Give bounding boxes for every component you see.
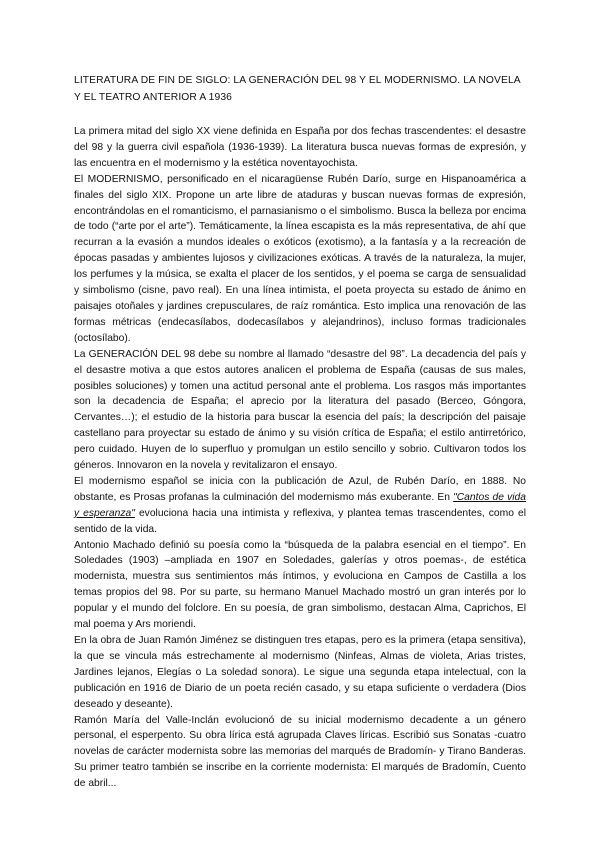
cantos-de-vida-link[interactable]: "Cantos de vida y esperanza"	[74, 491, 526, 519]
document-title: LITERATURA DE FIN DE SIGLO: LA GENERACIÓN DEL 98 Y EL MODERNISMO. LA NOVELA Y EL TEATRO ANTERIOR A 1936	[74, 75, 521, 103]
paragraph-juan-ramon-jimenez: En la obra de Juan Ramón Jiménez se distinguen tres etapas, pero es la primera (etapa sensitiva), la que se vincula más estrechamente al modernismo (Ninfeas, Almas de violeta, Arias tristes, Jardines lejanos, Elegías o La soledad sonora). Le sigue una segunda etapa intelectual, con la publicación en 1916 de Diario de un poeta recién casado, y su etapa suficiente o verdadera (Dios deseado y deseante).	[74, 635, 526, 710]
document-body	[74, 72, 526, 792]
paragraph-intro: La primera mitad del siglo XX viene definida en España por dos fechas trascendentes: el desastre del 98 y la guerra civil española (1936-1939). La literatura busca nuevas formas de expresión, y las encuentra en el modernismo y la estética noventayochista.	[74, 126, 526, 169]
paragraph-generacion-98: La GENERACIÓN DEL 98 debe su nombre al llamado “desastre del 98”. La decadencia del país y el desastre motiva a que estos autores analicen el problema de España (causas de sus males, posibles soluciones) y tomen una actitud personal ante el problema. Los rasgos más importantes son la decadencia de España; el aprecio por la literatura del pasado (Berceo, Góngora, Cervantes…); el estudio de la historia para buscar la esencia del país; la descripción del paisaje castellano para proyectar su estado de ánimo y su visión crítica de España; el estilo antirretórico, pero cuidado. Huyen de lo superfluo y promulgan un estilo sencillo y sobrio. Cultivaron todos los géneros. Innovaron en la novela y revitalizaron el ensayo.	[74, 348, 526, 472]
paragraph-text-end: evoluciona hacia una intimista y reflexiva, y plantea temas trascendentes, como el sentido de la vida.	[74, 507, 526, 535]
paragraph-antonio-machado: Antonio Machado definió su poesía como la “búsqueda de la palabra esencial en el tiempo”. En Soledades (1903) –ampliada en 1907 en Soledades, galerías y otros poemas-, de estética modernista, muestra sus sentimientos más íntimos, y evoluciona en Campos de Castilla a los temas propios del 98. Por su parte, su hermano Manuel Machado mostró un gran interés por lo popular y el mundo del folclore. En su poesía, de gran simbolismo, destacan Alma, Caprichos, El mal poema y Ars moriendi.	[74, 539, 526, 631]
paragraph-valle-inclan: Ramón María del Valle-Inclán evolucionó de su inicial modernismo decadente a un género personal, el esperpento. Su obra lírica está agrupada Claves líricas. Escribió sus Sonatas -cuatro novelas de carácter modernista sobre las memorias del marqués de Bradomín- y Tirano Banderas. Su primer teatro también se inscribe en la corriente modernista: El marqués de Bradomín, Cuento de abril...	[74, 714, 526, 790]
paragraph-text-start: El modernismo español se inicia con la publicación de Azul, de Rubén Darío, en 1888. No obstante, es Prosas profanas la culminación del modernismo más exuberante. En	[74, 475, 526, 503]
paragraph-modernismo: El MODERNISMO, personificado en el nicaragüense Rubén Darío, surge en Hispanoamérica a finales del siglo XIX. Propone un arte libre de ataduras y buscan nuevas formas de expresión, encontrándolas en el romanticismo, el parnasianismo o el simbolismo. Busca la belleza por encima de todo (“arte por el arte”). Temáticamente, la línea escapista es la más representativa, de ahí que recurran a la evasión a mundos ideales o exóticos (exotismo), a la fantasía y a la recreación de épocas pasadas y ambientes lujosos y civilizaciones exóticas. A través de la naturaleza, la mujer, los perfumes y la música, se exalta el placer de los sentidos, y el poema se carga de sensualidad y simbolismo (cisne, pavo real). En una línea intimista, el poeta proyecta su estado de ánimo en paisajes otoñales y jardines crepusculares, de raíz romántica. Esto implica una renovación de las formas métricas (endecasílabos, dodecasílabos y alejandrinos), incluso formas tradicionales (octosílabo).	[74, 173, 526, 344]
paragraph-modernismo-espanol	[74, 474, 526, 538]
